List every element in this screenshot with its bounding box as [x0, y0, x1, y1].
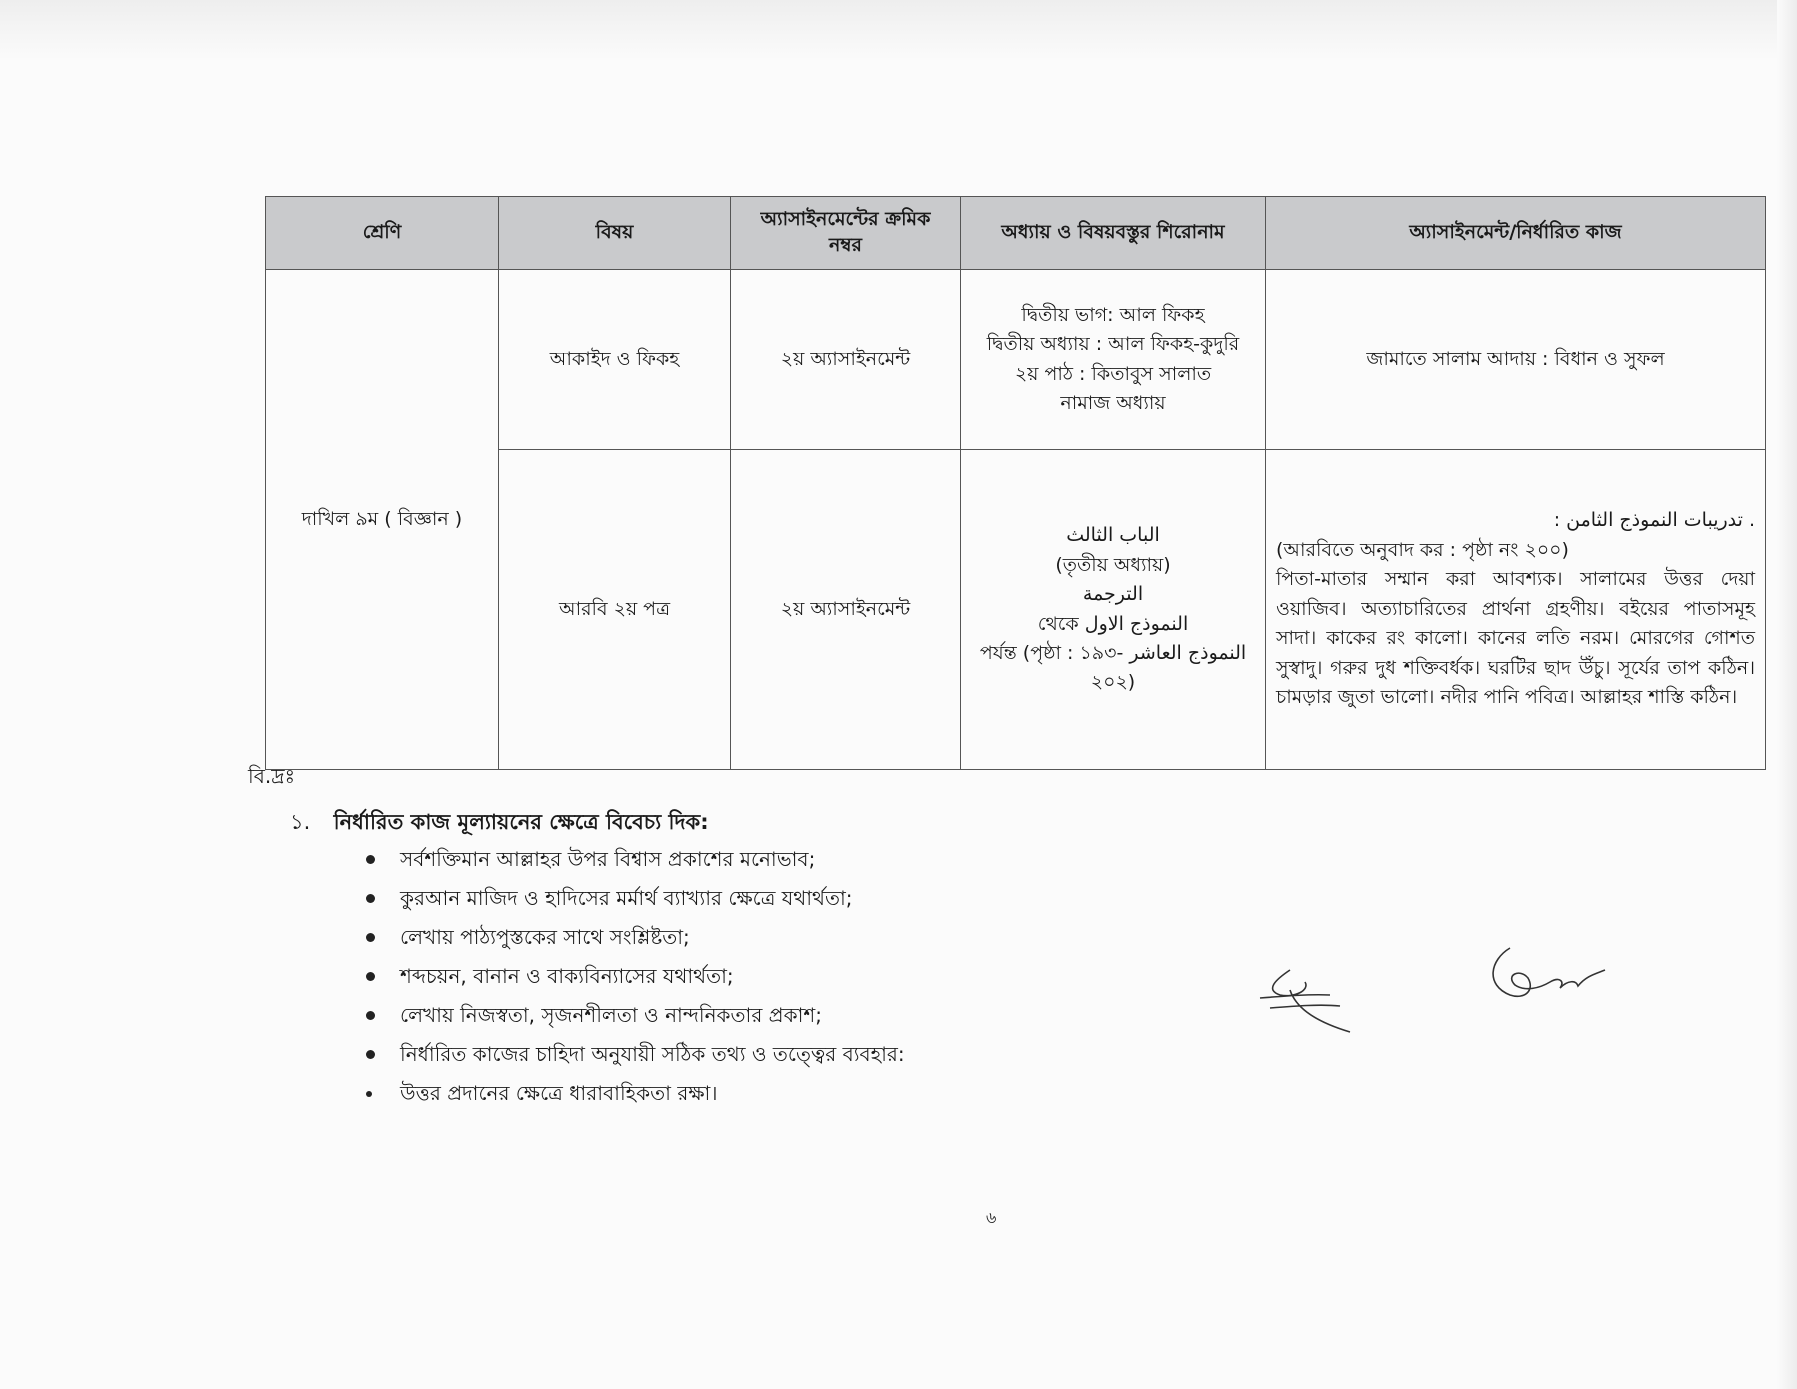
list-item	[360, 1035, 905, 1074]
list-item	[360, 996, 905, 1035]
bullet-icon	[366, 933, 375, 942]
subject-cell: আকাইদ ও ফিকহ	[499, 270, 731, 450]
list-item-text: নির্ধারিত কাজের চাহিদা অনুযায়ী সঠিক তথ্য ও তত্ত্বের ব্যবহার:	[400, 1042, 905, 1066]
list-item-text: উত্তর প্রদানের ক্ষেত্রে ধারাবাহিকতা রক্ষা।	[400, 1081, 718, 1105]
note-heading-number: ১.	[290, 810, 311, 834]
bullet-icon	[366, 972, 375, 981]
header-chapter: অধ্যায় ও বিষয়বস্তুর শিরোনাম	[961, 197, 1266, 270]
chapter-line-arabic: الترجمة	[1082, 583, 1144, 606]
list-item	[360, 918, 905, 957]
serial-cell: ২য় অ্যাসাইনমেন্ট	[731, 450, 961, 770]
header-class: শ্রেণি	[266, 197, 499, 270]
bullet-icon	[366, 855, 375, 864]
chapter-line: দ্বিতীয় অধ্যায় : আল ফিকহ-কুদুরি	[986, 333, 1240, 356]
list-item-text: কুরআন মাজিদ ও হাদিসের মর্মার্থ ব্যাখ্যার ক্ষেত্রে যথার্থতা;	[400, 886, 853, 910]
bullet-icon	[366, 894, 375, 903]
chapter-cell	[961, 270, 1266, 450]
task-sentences: পিতা-মাতার সম্মান করা আবশ্যক। সালামের উত্তর দেয়া ওয়াজিব। অত্যাচারিতের প্রার্থনা গ্রহণীয়। বইয়ের পাতাসমূহ সাদা। কাকের রং কালো। কানের লতি নরম। মোরগের গোশত সুস্বাদু। গরুর দুধ শক্তিবর্ধক। ঘরটির ছাদ উঁচু। সূর্যের তাপ কঠিন। চামড়ার জুতা ভালো। নদীর পানি পবিত্র। আল্লাহর শাস্তি কঠিন।	[1276, 568, 1755, 709]
list-item-text: শব্দচয়ন, বানান ও বাক্যবিন্যাসের যথার্থতা;	[400, 964, 734, 988]
note-heading-text: নির্ধারিত কাজ মূল্যায়নের ক্ষেত্রে বিবেচ্য দিক:	[333, 810, 709, 834]
table-row	[266, 270, 1766, 450]
bullet-icon	[366, 1050, 375, 1059]
subject-cell: আরবি ২য় পত্র	[499, 450, 731, 770]
chapter-line: النموذج الاول থেকে	[1037, 612, 1189, 635]
header-serial: অ্যাসাইনমেন্টের ক্রমিক নম্বর	[731, 197, 961, 270]
chapter-line: নামাজ অধ্যায়	[1060, 391, 1166, 414]
list-item-text: সর্বশক্তিমান আল্লাহর উপর বিশ্বাস প্রকাশের মনোভাব;	[400, 847, 816, 871]
chapter-line: النموذج العاشر পর্যন্ত (পৃষ্ঠা : ১৯৩- ২০২)	[979, 641, 1247, 694]
task-cell: জামাতে সালাম আদায় : বিধান ও সুফল	[1266, 270, 1766, 450]
bullet-icon	[366, 1091, 372, 1097]
chapter-line: দ্বিতীয় ভাগ: আল ফিকহ	[1021, 303, 1205, 326]
chapter-line-arabic: الباب الثالث	[1066, 524, 1160, 547]
class-cell: দাখিল ৯ম ( বিজ্ঞান )	[266, 270, 499, 770]
task-instruction: (আরবিতে অনুবাদ কর : পৃষ্ঠা নং ২০০)	[1276, 538, 1569, 561]
list-item	[360, 840, 905, 879]
header-task: অ্যাসাইনমেন্ট/নির্ধারিত কাজ	[1266, 197, 1766, 270]
list-item-text: লেখায় নিজস্বতা, সৃজনশীলতা ও নান্দনিকতার প্রকাশ;	[400, 1003, 822, 1027]
note-label: বি.দ্রঃ	[248, 764, 296, 788]
task-cell	[1266, 450, 1766, 770]
list-item	[360, 1074, 905, 1113]
table-header-row	[266, 197, 1766, 270]
bullet-icon	[366, 1011, 375, 1020]
chapter-line: (তৃতীয় অধ্যায়)	[1055, 553, 1171, 576]
scan-shadow	[0, 0, 1797, 60]
criteria-list	[360, 840, 905, 1113]
note-heading	[290, 806, 709, 841]
list-item-text: লেখায় পাঠ্যপুস্তকের সাথে সংশ্লিষ্টতা;	[400, 925, 690, 949]
list-item	[360, 879, 905, 918]
scan-edge	[1777, 0, 1797, 1389]
signature-2	[1480, 940, 1620, 1020]
task-arabic-heading: . تدريبات النموذج الثامن :	[1553, 509, 1755, 532]
signature-1	[1250, 960, 1370, 1040]
chapter-cell	[961, 450, 1266, 770]
page-number: ৬	[986, 1208, 997, 1227]
chapter-line: ২য় পাঠ : কিতাবুস সালাত	[1014, 362, 1212, 385]
serial-cell: ২য় অ্যাসাইনমেন্ট	[731, 270, 961, 450]
assignment-table	[265, 196, 1766, 770]
list-item	[360, 957, 905, 996]
header-subject: বিষয়	[499, 197, 731, 270]
